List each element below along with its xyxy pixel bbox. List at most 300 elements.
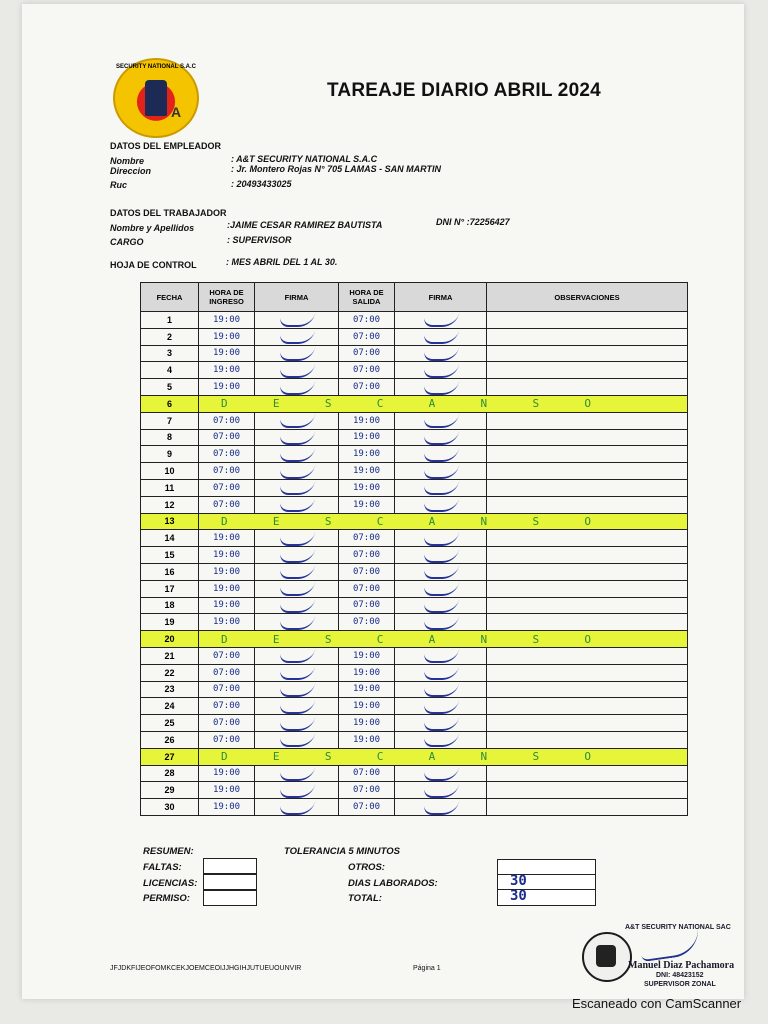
- row-check-out: 19:00: [339, 731, 395, 748]
- row-signature-in: [255, 715, 339, 732]
- row-check-in: 07:00: [199, 412, 255, 429]
- row-check-out: 19:00: [339, 664, 395, 681]
- table-row: [141, 597, 688, 614]
- row-check-in: 07:00: [199, 698, 255, 715]
- rest-letter: S: [532, 632, 540, 646]
- row-signature-out: [395, 731, 487, 748]
- rest-letter: C: [376, 632, 384, 646]
- signature-mark: [422, 783, 459, 798]
- rest-letter: S: [532, 750, 540, 764]
- signature-mark: [422, 648, 459, 663]
- row-signature-out: [395, 715, 487, 732]
- signature-mark: [422, 430, 459, 445]
- row-date: 3: [141, 345, 199, 362]
- signature-mark: [278, 783, 315, 798]
- signature-mark: [278, 430, 315, 445]
- rest-letter: S: [324, 632, 332, 646]
- row-check-in: 19:00: [199, 547, 255, 564]
- table-row: [141, 799, 688, 816]
- stamp-company: A&T SECURITY NATIONAL SAC: [625, 924, 731, 931]
- row-check-out: 19:00: [339, 496, 395, 513]
- row-check-in: 19:00: [199, 563, 255, 580]
- table-row: [141, 362, 688, 379]
- row-observations: [487, 530, 688, 547]
- rest-day-label: [199, 633, 591, 646]
- others-label: OTROS:: [348, 862, 385, 873]
- row-observations: [487, 328, 688, 345]
- row-signature-in: [255, 731, 339, 748]
- signature-mark: [278, 699, 315, 714]
- signature-mark: [422, 598, 459, 613]
- row-signature-in: [255, 530, 339, 547]
- row-observations: [487, 563, 688, 580]
- row-date: 7: [141, 412, 199, 429]
- rest-letter: E: [272, 632, 280, 646]
- row-observations: [487, 362, 688, 379]
- row-date: 18: [141, 597, 199, 614]
- row-date: 8: [141, 429, 199, 446]
- row-signature-out: [395, 614, 487, 631]
- table-row: [141, 345, 688, 362]
- signature-mark: [422, 346, 459, 361]
- row-signature-in: [255, 362, 339, 379]
- signature-mark: [278, 480, 315, 495]
- rest-letter: O: [584, 632, 591, 646]
- table-row: [141, 395, 688, 412]
- signature-mark: [278, 531, 315, 546]
- permits-label: PERMISO:: [143, 893, 190, 904]
- row-signature-in: [255, 312, 339, 329]
- employer-section-title: DATOS DEL EMPLEADOR: [110, 141, 222, 151]
- row-check-out: 07:00: [339, 362, 395, 379]
- table-row: [141, 547, 688, 564]
- row-signature-out: [395, 479, 487, 496]
- row-check-in: 07:00: [199, 446, 255, 463]
- logo-ring-text: SECURITY NATIONAL S.A.C: [115, 64, 196, 70]
- row-observations: [487, 664, 688, 681]
- row-check-out: 19:00: [339, 698, 395, 715]
- row-check-in: 07:00: [199, 479, 255, 496]
- row-signature-out: [395, 597, 487, 614]
- signature-mark: [278, 766, 315, 781]
- rest-letter: N: [480, 397, 488, 411]
- signature-mark: [422, 329, 459, 344]
- row-check-in: 19:00: [199, 765, 255, 782]
- row-date: 9: [141, 446, 199, 463]
- signature-mark: [422, 766, 459, 781]
- rest-letter: E: [272, 514, 280, 528]
- attendance-rows: [141, 312, 688, 816]
- signature-mark: [278, 346, 315, 361]
- row-observations: [487, 547, 688, 564]
- worker-section-title: DATOS DEL TRABAJADOR: [110, 208, 227, 218]
- tolerance-note: TOLERANCIA 5 MINUTOS: [284, 846, 400, 857]
- row-date: 17: [141, 580, 199, 597]
- row-check-in: 19:00: [199, 614, 255, 631]
- attendance-table: [140, 282, 688, 816]
- table-row: [141, 312, 688, 329]
- row-observations: [487, 698, 688, 715]
- table-row: [141, 530, 688, 547]
- rest-letter: N: [480, 632, 488, 646]
- table-row: [141, 715, 688, 732]
- row-date: 5: [141, 379, 199, 396]
- permits-box: [203, 890, 257, 906]
- row-signature-in: [255, 563, 339, 580]
- row-observations: [487, 731, 688, 748]
- signature-mark: [278, 800, 315, 815]
- row-observations: [487, 715, 688, 732]
- row-signature-out: [395, 379, 487, 396]
- row-date: 14: [141, 530, 199, 547]
- signature-mark: [278, 732, 315, 747]
- row-signature-in: [255, 799, 339, 816]
- employer-address-label: Direccion: [110, 166, 152, 176]
- row-date: 22: [141, 664, 199, 681]
- signature-mark: [278, 581, 315, 596]
- row-signature-in: [255, 429, 339, 446]
- row-check-out: 19:00: [339, 647, 395, 664]
- rest-letter: A: [428, 397, 436, 411]
- total-label: TOTAL:: [348, 893, 382, 904]
- signature-mark: [422, 363, 459, 378]
- signature-mark: [422, 732, 459, 747]
- row-observations: [487, 614, 688, 631]
- worker-dni: DNI N° :72256427: [436, 217, 510, 227]
- employer-address-value: : Jr. Montero Rojas N° 705 LAMAS - SAN MARTIN: [231, 164, 441, 174]
- header-date: FECHA: [141, 283, 199, 312]
- stamp-role: SUPERVISOR ZONAL: [644, 981, 716, 988]
- table-row: [141, 782, 688, 799]
- rest-letter: O: [584, 514, 591, 528]
- signature-mark: [278, 312, 315, 327]
- row-check-out: 07:00: [339, 765, 395, 782]
- row-signature-in: [255, 765, 339, 782]
- table-header-row: [141, 283, 688, 312]
- control-label: HOJA DE CONTROL: [110, 260, 197, 270]
- row-signature-in: [255, 446, 339, 463]
- row-check-out: 07:00: [339, 312, 395, 329]
- worker-name-value: :JAIME CESAR RAMIREZ BAUTISTA: [227, 220, 383, 230]
- table-row: [141, 379, 688, 396]
- row-date: 23: [141, 681, 199, 698]
- row-check-in: 19:00: [199, 328, 255, 345]
- rest-letter: C: [376, 750, 384, 764]
- seal-emblem-icon: [596, 945, 616, 967]
- row-signature-in: [255, 379, 339, 396]
- company-seal-icon: [582, 932, 632, 982]
- signature-mark: [278, 329, 315, 344]
- row-date: 26: [141, 731, 199, 748]
- table-row: [141, 698, 688, 715]
- days-worked-value: 30: [510, 873, 527, 889]
- signature-mark: [422, 447, 459, 462]
- row-check-out: 07:00: [339, 379, 395, 396]
- table-row: [141, 463, 688, 480]
- company-logo: [113, 58, 199, 138]
- row-check-in: 07:00: [199, 463, 255, 480]
- employer-ruc-label: Ruc: [110, 180, 128, 190]
- row-check-out: 07:00: [339, 799, 395, 816]
- row-date: 30: [141, 799, 199, 816]
- leaves-label: LICENCIAS:: [143, 878, 198, 889]
- row-date: 1: [141, 312, 199, 329]
- row-date: 27: [141, 748, 199, 765]
- signature-mark: [422, 480, 459, 495]
- row-observations: [487, 782, 688, 799]
- signature-mark: [278, 380, 315, 395]
- row-signature-in: [255, 412, 339, 429]
- document-code: JFJDKFIJEOFOMKCEKJOEMCEOIJJHGIHJUTUEUOUNVIR: [110, 965, 302, 972]
- rest-day-cell: [199, 513, 688, 530]
- stamp-dni: DNI: 48423152: [656, 972, 704, 979]
- row-check-out: 19:00: [339, 429, 395, 446]
- row-date: 4: [141, 362, 199, 379]
- absences-label: FALTAS:: [143, 862, 182, 873]
- row-signature-out: [395, 765, 487, 782]
- stamp-name: Manuel Diaz Pachamora: [628, 960, 735, 971]
- employer-ruc-value: : 20493433025: [231, 179, 292, 189]
- rest-letter: S: [324, 750, 332, 764]
- rest-letter: O: [584, 750, 591, 764]
- signature-mark: [422, 413, 459, 428]
- row-signature-in: [255, 463, 339, 480]
- row-signature-in: [255, 479, 339, 496]
- row-check-in: 19:00: [199, 312, 255, 329]
- employer-name-value: : A&T SECURITY NATIONAL S.A.C: [231, 154, 378, 164]
- signature-mark: [422, 312, 459, 327]
- row-check-in: 07:00: [199, 647, 255, 664]
- days-worked-label: DIAS LABORADOS:: [348, 878, 438, 889]
- absences-box: [203, 858, 257, 874]
- rest-letter: N: [480, 750, 488, 764]
- signature-mark: [278, 497, 315, 512]
- row-check-out: 07:00: [339, 580, 395, 597]
- row-signature-in: [255, 698, 339, 715]
- signature-mark: [422, 699, 459, 714]
- header-check-in: HORA DE INGRESO: [199, 283, 255, 312]
- row-signature-out: [395, 446, 487, 463]
- row-observations: [487, 496, 688, 513]
- row-observations: [487, 597, 688, 614]
- scanner-watermark: Escaneado con CamScanner: [572, 996, 742, 1011]
- signature-mark: [422, 615, 459, 630]
- rest-letter: N: [480, 514, 488, 528]
- signature-mark: [422, 548, 459, 563]
- row-check-in: 07:00: [199, 429, 255, 446]
- row-signature-in: [255, 782, 339, 799]
- header-signature-out: FIRMA: [395, 283, 487, 312]
- table-row: [141, 580, 688, 597]
- table-row: [141, 479, 688, 496]
- row-check-out: 19:00: [339, 715, 395, 732]
- rest-letter: S: [532, 397, 540, 411]
- table-row: [141, 614, 688, 631]
- row-observations: [487, 580, 688, 597]
- header-signature-in: FIRMA: [255, 283, 339, 312]
- signature-mark: [422, 800, 459, 815]
- row-check-in: 19:00: [199, 799, 255, 816]
- row-check-out: 19:00: [339, 479, 395, 496]
- worker-role-value: : SUPERVISOR: [227, 235, 292, 245]
- leaves-box: [203, 874, 257, 890]
- signature-mark: [278, 716, 315, 731]
- row-observations: [487, 799, 688, 816]
- employer-name-label: Nombre: [110, 156, 145, 166]
- row-signature-out: [395, 463, 487, 480]
- row-signature-out: [395, 362, 487, 379]
- rest-day-cell: [199, 748, 688, 765]
- row-date: 6: [141, 395, 199, 412]
- row-signature-out: [395, 664, 487, 681]
- table-row: [141, 496, 688, 513]
- row-check-in: 07:00: [199, 496, 255, 513]
- page-number: Página 1: [413, 965, 441, 972]
- row-check-in: 19:00: [199, 379, 255, 396]
- header-observations: OBSERVACIONES: [487, 283, 688, 312]
- row-date: 25: [141, 715, 199, 732]
- row-observations: [487, 345, 688, 362]
- row-check-out: 19:00: [339, 412, 395, 429]
- table-row: [141, 664, 688, 681]
- row-check-out: 07:00: [339, 597, 395, 614]
- row-signature-out: [395, 345, 487, 362]
- table-row: [141, 748, 688, 765]
- row-check-out: 07:00: [339, 547, 395, 564]
- row-signature-out: [395, 563, 487, 580]
- row-check-out: 07:00: [339, 328, 395, 345]
- row-observations: [487, 446, 688, 463]
- row-signature-out: [395, 799, 487, 816]
- table-row: [141, 681, 688, 698]
- signature-mark: [422, 531, 459, 546]
- signature-mark: [278, 564, 315, 579]
- rest-letter: D: [221, 514, 228, 528]
- row-signature-in: [255, 580, 339, 597]
- rest-letter: C: [376, 514, 384, 528]
- row-date: 28: [141, 765, 199, 782]
- row-date: 10: [141, 463, 199, 480]
- table-row: [141, 563, 688, 580]
- row-signature-out: [395, 580, 487, 597]
- signature-mark: [278, 598, 315, 613]
- signature-mark: [278, 665, 315, 680]
- row-date: 16: [141, 563, 199, 580]
- row-observations: [487, 681, 688, 698]
- rest-letter: S: [532, 514, 540, 528]
- table-row: [141, 429, 688, 446]
- rest-letter: C: [376, 397, 384, 411]
- row-signature-out: [395, 312, 487, 329]
- row-signature-in: [255, 681, 339, 698]
- row-date: 2: [141, 328, 199, 345]
- signature-mark: [422, 581, 459, 596]
- row-observations: [487, 429, 688, 446]
- row-check-out: 07:00: [339, 614, 395, 631]
- row-signature-in: [255, 496, 339, 513]
- row-signature-out: [395, 412, 487, 429]
- row-check-in: 07:00: [199, 664, 255, 681]
- row-signature-out: [395, 698, 487, 715]
- header-check-out: HORA DE SALIDA: [339, 283, 395, 312]
- page-title: TAREAJE DIARIO ABRIL 2024: [327, 80, 601, 101]
- rest-letter: S: [324, 514, 332, 528]
- rest-day-label: [199, 750, 591, 763]
- signature-mark: [422, 380, 459, 395]
- rest-letter: A: [428, 750, 436, 764]
- rest-letter: A: [428, 514, 436, 528]
- row-check-out: 19:00: [339, 446, 395, 463]
- row-check-in: 07:00: [199, 731, 255, 748]
- row-date: 19: [141, 614, 199, 631]
- signature-mark: [278, 648, 315, 663]
- row-date: 20: [141, 631, 199, 648]
- rest-letter: D: [221, 632, 228, 646]
- table-row: [141, 412, 688, 429]
- signature-mark: [278, 682, 315, 697]
- signature-mark: [278, 447, 315, 462]
- table-row: [141, 328, 688, 345]
- logo-letter: A: [171, 104, 182, 120]
- control-value: : MES ABRIL DEL 1 AL 30.: [226, 257, 338, 267]
- row-signature-out: [395, 530, 487, 547]
- row-check-in: 19:00: [199, 345, 255, 362]
- worker-role-label: CARGO: [110, 237, 144, 247]
- row-signature-in: [255, 328, 339, 345]
- guard-figure-icon: [145, 80, 167, 116]
- rest-letter: E: [272, 750, 280, 764]
- rest-day-cell: [199, 631, 688, 648]
- row-check-out: 07:00: [339, 530, 395, 547]
- signature-mark: [278, 548, 315, 563]
- row-signature-out: [395, 782, 487, 799]
- rest-letter: O: [584, 397, 591, 411]
- row-signature-in: [255, 345, 339, 362]
- table-row: [141, 647, 688, 664]
- row-signature-out: [395, 647, 487, 664]
- rest-day-label: [199, 397, 591, 410]
- total-value: 30: [510, 888, 527, 904]
- signature-mark: [278, 615, 315, 630]
- row-signature-out: [395, 496, 487, 513]
- row-signature-in: [255, 597, 339, 614]
- row-check-in: 19:00: [199, 362, 255, 379]
- row-observations: [487, 647, 688, 664]
- row-check-in: 19:00: [199, 530, 255, 547]
- rest-letter: A: [428, 632, 436, 646]
- row-observations: [487, 479, 688, 496]
- row-date: 13: [141, 513, 199, 530]
- worker-name-label: Nombre y Apellidos: [110, 223, 195, 233]
- row-check-in: 07:00: [199, 681, 255, 698]
- row-date: 29: [141, 782, 199, 799]
- row-check-in: 07:00: [199, 715, 255, 732]
- signature-mark: [422, 665, 459, 680]
- rest-letter: S: [324, 397, 332, 411]
- row-observations: [487, 765, 688, 782]
- row-check-out: 19:00: [339, 463, 395, 480]
- row-observations: [487, 312, 688, 329]
- rest-day-cell: [199, 395, 688, 412]
- row-observations: [487, 412, 688, 429]
- row-check-in: 19:00: [199, 782, 255, 799]
- summary-title: RESUMEN:: [143, 846, 194, 857]
- row-signature-in: [255, 614, 339, 631]
- table-row: [141, 731, 688, 748]
- row-check-out: 19:00: [339, 681, 395, 698]
- row-signature-out: [395, 547, 487, 564]
- row-date: 12: [141, 496, 199, 513]
